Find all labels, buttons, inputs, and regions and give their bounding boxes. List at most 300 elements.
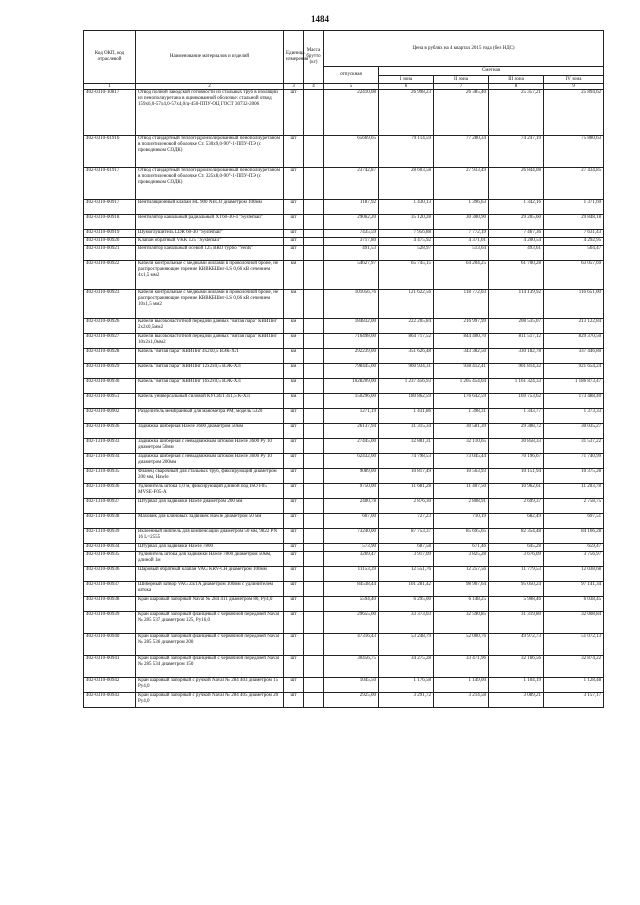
row-code: 402-0310-00937 (84, 582, 136, 597)
table-row (84, 394, 604, 409)
row-name: Шиберный затвор VAG ZETA диаметром 100мм с удлинителем штока (136, 582, 284, 597)
row-code: 402-0310-00935 (84, 552, 136, 567)
row-mass (304, 394, 324, 409)
row-price-zone-1: 180 862,59 (379, 394, 434, 409)
row-mass (304, 238, 324, 246)
row-mass (304, 379, 324, 394)
column-index: 4 (304, 84, 324, 90)
row-price-zone-1: 6 295,00 (379, 597, 434, 612)
row-price-zone-1: 12 551,76 (379, 567, 434, 582)
row-price-zone-2: 10 563,93 (434, 469, 489, 484)
table-row (84, 552, 604, 567)
row-release-price: 47316,43 (324, 634, 379, 656)
row-price-zone-3: 70 196,67 (489, 454, 544, 469)
row-price-zone-1: 34 275,28 (379, 656, 434, 678)
row-unit: шт (284, 424, 304, 439)
column-index: 3 (284, 84, 304, 90)
row-price-zone-2: 6 148,25 (434, 597, 489, 612)
row-price-zone-3: 30 858,33 (489, 439, 544, 454)
row-price-zone-4: 97 141,34 (544, 582, 604, 597)
row-price-zone-2: 1 149,00 (434, 678, 489, 693)
row-price-zone-1: 960 934,31 (379, 364, 434, 379)
row-mass (304, 246, 324, 261)
row-name: Кран шаровый запорный фланцевый с червячной передачей Naval № 285 534 диаметром 150 (136, 656, 284, 678)
row-price-zone-4: 659,47 (544, 544, 604, 552)
row-mass (304, 656, 324, 678)
row-price-zone-4: 63 057,69 (544, 261, 604, 290)
row-name: Удлинитель штока 1,0 м, фиксирующий длиной под ISO F05 МVSE-F05-А (136, 484, 284, 499)
row-code: 402-0310-00922 (84, 261, 136, 290)
row-release-price: 2400,78 (324, 499, 379, 514)
row-price-zone-3: 493,61 (489, 246, 544, 261)
row-price-zone-1: 1 431,86 (379, 409, 434, 424)
row-price-zone-4: 51 072,13 (544, 634, 604, 656)
row-price-zone-2: 710,19 (434, 514, 489, 529)
column-index: 8 (489, 84, 544, 90)
row-mass (304, 90, 324, 136)
row-release-price: 292239,00 (324, 349, 379, 364)
row-price-zone-2: 77 280,34 (434, 136, 489, 168)
row-release-price: 65669,65 (324, 136, 379, 168)
row-release-price: 184832,00 (324, 319, 379, 334)
row-release-price: 26137,94 (324, 424, 379, 439)
row-release-price: 30456,75 (324, 656, 379, 678)
row-name: Фланец сварочный для стальных труб, фиксирующий диаметром 200 мм, Hawle (136, 469, 284, 484)
row-name: Отвод полной заводской готовности из стальных труб в изоляции из пенополиуретана в оцинкованной оболочке: стальной отвод 159х6,0-57х4,0-57х4,0/ц-450-ППУ-ОЦ ГОСТ 30732-2006 (136, 90, 284, 136)
row-price-zone-1: 3 291,72 (379, 693, 434, 708)
row-price-zone-1: 35 120,28 (379, 215, 434, 230)
row-name: Отвод стандартный теплогидроизолированный пенополиуретаном в полиэтиленовой оболочке Ст. 530х9,0-90°-1-ППУ-ПЭ (с проводником СОДК) (136, 136, 284, 168)
row-price-zone-1: 528,97 (379, 246, 434, 261)
row-price-zone-3: 1 343,77 (489, 409, 544, 424)
row-mass (304, 319, 324, 334)
table-row (84, 424, 604, 439)
row-code: 402-0310-00923 (84, 290, 136, 319)
row-price-zone-4: 1 128,48 (544, 678, 604, 693)
row-mass (304, 136, 324, 168)
row-price-zone-3: 3 676,09 (489, 552, 544, 567)
row-price-zone-4: 337 446,80 (544, 349, 604, 364)
row-price-zone-2: 32 110,65 (434, 439, 489, 454)
row-release-price: 1028209,00 (324, 379, 379, 394)
row-price-zone-4: 829 370,50 (544, 334, 604, 349)
row-price-zone-2: 26 385,40 (434, 90, 489, 136)
row-price-zone-2: 4 371,01 (434, 238, 489, 246)
row-price-zone-4: 71 740,99 (544, 454, 604, 469)
row-price-zone-2: 98 907,64 (434, 582, 489, 597)
row-price-zone-2: 216 997,99 (434, 319, 489, 334)
row-price-zone-2: 64 204,25 (434, 261, 489, 290)
table-row (84, 136, 604, 168)
table-row (84, 499, 604, 514)
row-price-zone-3: 49 972,73 (489, 634, 544, 656)
row-mass (304, 364, 324, 379)
row-mass (304, 469, 324, 484)
header-name: Наименование материалов и изделий (136, 31, 284, 84)
row-code: 402-0310-00918 (84, 215, 136, 230)
row-price-zone-1: 53 248,79 (379, 634, 434, 656)
row-price-zone-2: 844 400,70 (434, 334, 489, 349)
row-mass (304, 409, 324, 424)
row-price-zone-1: 79 114,59 (379, 136, 434, 168)
row-release-price: 1271,19 (324, 409, 379, 424)
row-price-zone-3: 7 467,36 (489, 230, 544, 238)
header-estimate-price: Сметная (379, 67, 604, 76)
row-unit: км (284, 290, 304, 319)
table-row (84, 656, 604, 678)
row-price-zone-3: 330 182,78 (489, 349, 544, 364)
row-release-price: 573,90 (324, 544, 379, 552)
row-mass (304, 230, 324, 238)
row-price-zone-4: 3 157,17 (544, 693, 604, 708)
column-index: 9 (544, 84, 604, 90)
row-unit: км (284, 364, 304, 379)
row-mass (304, 349, 324, 364)
row-mass (304, 290, 324, 319)
row-price-zone-4: 173 488,40 (544, 394, 604, 409)
column-index: 5 (324, 84, 379, 90)
table-row (84, 634, 604, 656)
row-price-zone-2: 11 407,50 (434, 484, 489, 499)
row-unit: шт (284, 230, 304, 238)
row-price-zone-4: 921 654,24 (544, 364, 604, 379)
row-price-zone-2: 33 471,96 (434, 656, 489, 678)
row-price-zone-1: 2 876,30 (379, 499, 434, 514)
row-unit: км (284, 319, 304, 334)
row-code: 402-0310-01917 (84, 168, 136, 200)
row-name: Маховик для клиновых задвижек Hawle диаметром 50 мм (136, 514, 284, 529)
row-release-price: 29655,00 (324, 612, 379, 634)
row-price-zone-1: 26 998,23 (379, 90, 434, 136)
row-mass (304, 168, 324, 200)
row-mass (304, 634, 324, 656)
row-price-zone-4: 29 848,18 (544, 215, 604, 230)
row-name: Кабель универсальный силовой КУСИЛ 3х1,5 К-ХЛ (136, 394, 284, 409)
row-release-price: 22410,08 (324, 90, 379, 136)
row-price-zone-3: 74 247,19 (489, 136, 544, 168)
row-price-zone-2: 1 396,63 (434, 200, 489, 215)
row-unit: шт (284, 612, 304, 634)
row-price-zone-4: 32 874,22 (544, 656, 604, 678)
row-price-zone-4: 30 035,27 (544, 424, 604, 439)
row-name: Кран шаровый запорный с ручкой Naval № 284 405 диаметром 20 Ру4,0 (136, 693, 284, 708)
row-mass (304, 454, 324, 469)
row-release-price: 2925,00 (324, 693, 379, 708)
row-price-zone-4: 12 038,68 (544, 567, 604, 582)
row-price-zone-4: 2 758,75 (544, 499, 604, 514)
row-price-zone-3: 682,49 (489, 514, 544, 529)
row-unit: шт (284, 409, 304, 424)
row-price-zone-3: 1 104,19 (489, 678, 544, 693)
table-row (84, 693, 604, 708)
row-code: 402-0310-00930 (84, 379, 136, 394)
row-unit: шт (284, 246, 304, 261)
row-unit: шт (284, 544, 304, 552)
header-zone-1: I зона (379, 76, 434, 84)
row-code: 402-0310-00921 (84, 246, 136, 261)
row-code: 402-0310-00920 (84, 238, 136, 246)
row-mass (304, 439, 324, 454)
row-price-zone-4: 6 038,45 (544, 597, 604, 612)
row-price-zone-2: 2 808,91 (434, 499, 489, 514)
row-code: 402-1310-00937 (84, 499, 136, 514)
row-price-zone-3: 29 388,72 (489, 424, 544, 439)
table-row (84, 514, 604, 529)
row-code: 402-1310-00933 (84, 439, 136, 454)
row-price-zone-4: 31 537,22 (544, 439, 604, 454)
row-price-zone-3: 82 354,48 (489, 529, 544, 544)
table-row (84, 168, 604, 200)
row-unit: шт (284, 499, 304, 514)
row-unit: шт (284, 484, 304, 499)
row-price-zone-2: 32 590,85 (434, 612, 489, 634)
row-code: 402-0310-00942 (84, 678, 136, 693)
row-code: 402-1310-00938 (84, 514, 136, 529)
row-price-zone-4: 116 651,00 (544, 290, 604, 319)
row-price-zone-4: 1 371,69 (544, 200, 604, 215)
row-price-zone-2: 513,64 (434, 246, 489, 261)
row-price-zone-1: 1 430,13 (379, 200, 434, 215)
row-price-zone-4: 1 373,33 (544, 409, 604, 424)
row-name: Отвод стандартный теплогидроизолированный пенополиуретаном в полиэтиленовой оболочке Ст. 325х8,0-90°-1-ППУ-ПЭ (с проводником СОДК) (136, 168, 284, 200)
row-price-zone-1: 3 917,09 (379, 552, 434, 567)
row-code: 402-0310-00929 (84, 364, 136, 379)
row-price-zone-3: 61 700,28 (489, 261, 544, 290)
row-name: Кабели высокочастотной передачи данных "витая пара" КВИПнг 2х2х0,5мм2 (136, 319, 284, 334)
header-zone-3: III зона (489, 76, 544, 84)
table-row (84, 230, 604, 238)
table-row (84, 290, 604, 319)
row-unit: шт (284, 469, 304, 484)
row-unit: шт (284, 597, 304, 612)
row-price-zone-4: 10 375,28 (544, 469, 604, 484)
row-unit: км (284, 334, 304, 349)
table-row (84, 379, 604, 394)
row-price-zone-2: 27 933,49 (434, 168, 489, 200)
table-row (84, 238, 604, 246)
row-mass (304, 215, 324, 230)
table-row (84, 439, 604, 454)
row-code: 402-0310-10817 (84, 90, 136, 136)
row-release-price: 84538,44 (324, 582, 379, 597)
table-row (84, 582, 604, 597)
row-name: Задвижка шиберная Hawle 3600 диаметром 50мм (136, 424, 284, 439)
row-code: 402-0310-00926 (84, 319, 136, 334)
row-price-zone-1: 31 315,34 (379, 424, 434, 439)
row-price-zone-3: 32 166,56 (489, 656, 544, 678)
row-mass (304, 424, 324, 439)
row-mass (304, 597, 324, 612)
row-release-price: 607,00 (324, 514, 379, 529)
row-mass (304, 529, 324, 544)
row-price-zone-2: 118 772,03 (434, 290, 489, 319)
row-code: 402-0310-00917 (84, 200, 136, 215)
row-mass (304, 484, 324, 499)
table-row (84, 200, 604, 215)
row-price-zone-4: 11 203,78 (544, 484, 604, 499)
row-code: 402-0310-00902 (84, 409, 136, 424)
row-name: Кран шаровый запорный фланцевый с червячной передачей Naval № 285 536 диаметром 200 (136, 634, 284, 656)
row-price-zone-3: 31 319,80 (489, 612, 544, 634)
row-price-zone-1: 864 717,52 (379, 334, 434, 349)
row-release-price: 3717,80 (324, 238, 379, 246)
row-release-price: 1045,50 (324, 678, 379, 693)
row-release-price: 9089,00 (324, 469, 379, 484)
row-mass (304, 544, 324, 552)
row-unit: шт (284, 136, 304, 168)
table-row (84, 246, 604, 261)
row-price-zone-3: 208 535,07 (489, 319, 544, 334)
row-code: 402-1310-00935 (84, 469, 136, 484)
price-table (83, 30, 604, 708)
row-price-zone-1: 4 475,92 (379, 238, 434, 246)
row-price-zone-1: 121 622,56 (379, 290, 434, 319)
row-price-zone-1: 351 626,48 (379, 349, 434, 364)
row-unit: км (284, 261, 304, 290)
row-price-zone-3: 3 089,21 (489, 693, 544, 708)
row-price-zone-1: 7 956,88 (379, 230, 434, 238)
row-mass (304, 678, 324, 693)
row-mass (304, 200, 324, 215)
row-name: Удлинитель штока для задвижки Hawle 7800 диаметром 50мм, длиной 1м (136, 552, 284, 567)
row-release-price: 11153,39 (324, 567, 379, 582)
row-price-zone-4: 504,47 (544, 246, 604, 261)
row-unit: шт (284, 529, 304, 544)
row-release-price: 27445,00 (324, 439, 379, 454)
row-price-zone-1: 1 176,58 (379, 678, 434, 693)
row-name: Кабели контрольные с медными жилами в проволочной броне, не распространяющие горение КВВКБШнг-LS 0,66 кВ сечением 4х1,5 мм2 (136, 261, 284, 290)
row-price-zone-4: 27 434,85 (544, 168, 604, 200)
column-index: 1 (84, 84, 136, 90)
row-price-zone-2: 3 214,58 (434, 693, 489, 708)
table-row (84, 544, 604, 552)
row-price-zone-3: 811 517,12 (489, 334, 544, 349)
row-price-zone-1: 33 373,03 (379, 612, 434, 634)
row-name: Разделитель мембранный для манометра РМ, модель 5320 (136, 409, 284, 424)
row-name: Штурвал для задвижки Hawle диаметром 200 мм (136, 499, 284, 514)
row-price-zone-1: 101 281,42 (379, 582, 434, 597)
row-mass (304, 552, 324, 567)
row-price-zone-1: 1 237 456,93 (379, 379, 434, 394)
row-release-price: 9750,00 (324, 484, 379, 499)
table-row (84, 612, 604, 634)
row-price-zone-2: 7 772,19 (434, 230, 489, 238)
row-name: Вклеенный ниппель для компенсации диаметром 50 мм, 9822 PN 16 L=2555 (136, 529, 284, 544)
row-code: 402-0310-00941 (84, 656, 136, 678)
row-unit: шт (284, 678, 304, 693)
row-code: 402-0310-00938 (84, 597, 136, 612)
row-name: Шумоглушитель LDR 60-30 "Systemair" (136, 230, 284, 238)
row-mass (304, 334, 324, 349)
row-mass (304, 567, 324, 582)
row-unit: шт (284, 693, 304, 708)
row-release-price: 1187,92 (324, 200, 379, 215)
row-price-zone-2: 30 581,39 (434, 424, 489, 439)
row-unit: шт (284, 168, 304, 200)
row-price-zone-3: 25 357,21 (489, 90, 544, 136)
row-code: 402-0310-00928 (84, 349, 136, 364)
row-release-price: 101056,76 (324, 290, 379, 319)
row-release-price: 23742,87 (324, 168, 379, 200)
row-price-zone-4: 4 292,95 (544, 238, 604, 246)
row-unit: км (284, 349, 304, 364)
row-price-zone-3: 10 962,61 (489, 484, 544, 499)
row-code: 402-0310-00943 (84, 693, 136, 708)
row-name: Задвижка шиберная с невыдвижным штоком Hawle 3600 Ру 10 диаметром 50мм (136, 439, 284, 454)
header-code: Код ОКП, код отраслевой (84, 31, 136, 84)
row-name: Кабель "витая пара" КВИПнг 16х2х0,5 ВЭК-ХЛ (136, 379, 284, 394)
header-zone-4: IV зона (544, 76, 604, 84)
row-unit: шт (284, 552, 304, 567)
row-price-zone-4: 1 186 873,47 (544, 379, 604, 394)
row-code: 402-0310-00927 (84, 334, 136, 349)
row-release-price: 62432,00 (324, 454, 379, 469)
row-release-price: 798445,00 (324, 364, 379, 379)
header-zone-2: II зона (434, 76, 489, 84)
table-row (84, 319, 604, 334)
row-name: Кран шаровый запорный фланцевый с червячной передачей Naval № 285 537 диаметром 125, Ру16,0 (136, 612, 284, 634)
row-price-zone-2: 12 257,56 (434, 567, 489, 582)
row-name: Кабели контрольные с медными жилами в проволочной броне, не распространяющие горение КВВКБШнг-LS 0,66 кВ сечением 10х1,5 мм2 (136, 290, 284, 319)
row-release-price: 716498,00 (324, 334, 379, 349)
row-mass (304, 514, 324, 529)
row-code: 402-0310-00936 (84, 424, 136, 439)
row-price-zone-4: 32 008,84 (544, 612, 604, 634)
row-unit: шт (284, 514, 304, 529)
row-price-zone-3: 26 844,08 (489, 168, 544, 200)
row-code: 402-0310-01916 (84, 136, 136, 168)
row-price-zone-3: 1 161 324,33 (489, 379, 544, 394)
row-price-zone-3: 5 908,46 (489, 597, 544, 612)
row-price-zone-2: 52 000,76 (434, 634, 489, 656)
row-price-zone-3: 901 814,32 (489, 364, 544, 379)
table-row (84, 409, 604, 424)
row-mass (304, 612, 324, 634)
row-price-zone-4: 697,51 (544, 514, 604, 529)
row-price-zone-2: 343 382,50 (434, 349, 489, 364)
row-unit: км (284, 379, 304, 394)
row-code: 402-0310-00919 (84, 230, 136, 238)
row-mass (304, 693, 324, 708)
row-name: Кабель "витая пара" КВИПнг 4х2х0,5 ВЭК-ХЛ (136, 349, 284, 364)
row-price-zone-2: 1 398,31 (434, 409, 489, 424)
row-price-zone-3: 2 699,37 (489, 499, 544, 514)
row-price-zone-4: 84 166,28 (544, 529, 604, 544)
row-release-price: 7435,59 (324, 230, 379, 238)
row-price-zone-2: 3 825,28 (434, 552, 489, 567)
column-index: 6 (379, 84, 434, 90)
row-unit: шт (284, 215, 304, 230)
table-row (84, 215, 604, 230)
row-price-zone-4: 75 880,63 (544, 136, 604, 168)
row-unit: шт (284, 200, 304, 215)
row-price-zone-2: 1 205 454,04 (434, 379, 489, 394)
row-price-zone-3: 11 779,53 (489, 567, 544, 582)
row-code: 402-0310-00940 (84, 634, 136, 656)
row-name: Кабели высокочастотной передачи данных "витая пара" КВИПнг 10х2х1,0мм2 (136, 334, 284, 349)
header-mass: Масса брутто (кг) (304, 31, 324, 84)
row-unit: шт (284, 634, 304, 656)
table-row (84, 678, 604, 693)
row-unit: шт (284, 582, 304, 597)
row-release-price: 5594,40 (324, 597, 379, 612)
row-code: 402-1310-00939 (84, 529, 136, 544)
row-price-zone-1: 32 881,31 (379, 439, 434, 454)
header-release-price: отпускная (324, 67, 379, 84)
row-mass (304, 261, 324, 290)
row-release-price: 491,53 (324, 246, 379, 261)
row-price-zone-1: 727,23 (379, 514, 434, 529)
